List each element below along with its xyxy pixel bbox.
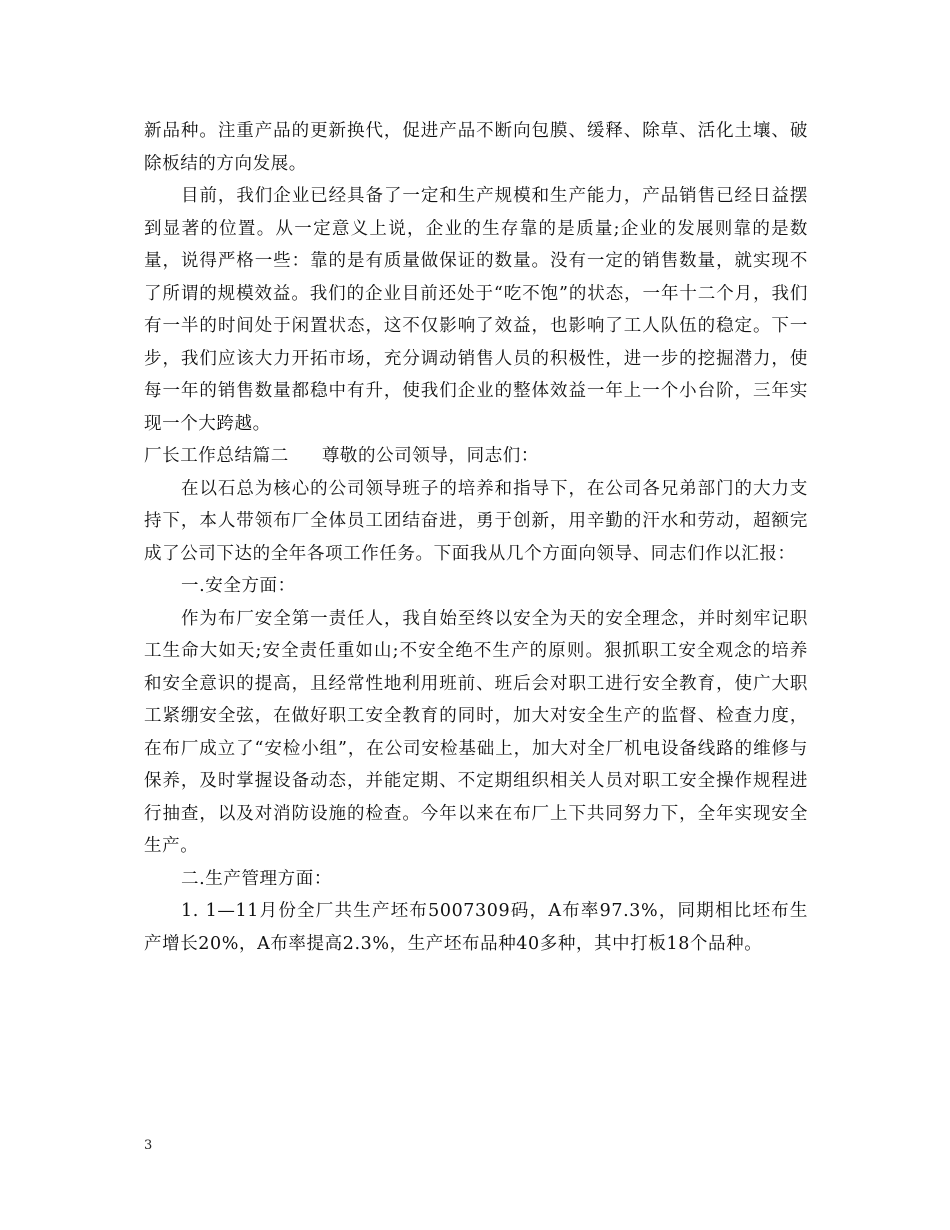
document-body (144, 115, 808, 960)
section-title: 厂长工作总结篇二 (144, 446, 289, 466)
page-number: 3 (144, 1138, 153, 1153)
paragraph-safety: 作为布厂安全第一责任人，我自始至终以安全为天的安全理念，并时刻牢记职工生命大如天;安全责任重如山;不安全绝不生产的原则。狠抓职工安全观念的培养和安全意识的提高，且经常性地利用班前、班后会对职工进行安全教育，使广大职工紧绷安全弦，在做好职工安全教育的同时，加大对安全生产的监督、检查力度，在布厂成立了“安检小组”，在公司安检基础上，加大对全厂机电设备线路的维修与保养，及时掌握设备动态，并能定期、不定期组织相关人员对职工安全操作规程进行抽查，以及对消防设施的检查。今年以来在布厂上下共同努力下，全年实现安全生产。 (144, 608, 808, 856)
salutation: 尊敬的公司领导，同志们： (321, 446, 540, 466)
section-heading-row (144, 440, 808, 473)
paragraph-production-capacity: 目前，我们企业已经具备了一定和生产规模和生产能力，产品销售已经日益摆到显著的位置。从一定意义上说，企业的生存靠的是质量;企业的发展则靠的是数量，说得严格一些：靠的是有质量做保证的数量。没有一定的销售数量，就实现不了所谓的规模效益。我们的企业目前还处于“吃不饱”的状态，一年十二个月，我们有一半的时间处于闲置状态，这不仅影响了效益，也影响了工人队伍的稳定。下一步，我们应该大力开拓市场，充分调动销售人员的积极性，进一步的挖掘潜力，使每一年的销售数量都稳中有升，使我们企业的整体效益一年上一个小台阶，三年实现一个大跨越。 (144, 186, 808, 434)
subheading-production-management: 二.生产管理方面： (181, 868, 332, 889)
paragraph-production-stats: 1. 1—11月份全厂共生产坯布5007309码，A布率97.3%，同期相比坯布生产增长20%，A布率提高2.3%，生产坯布品种40多种，其中打板18个品种。 (144, 901, 808, 954)
paragraph-continuation: 新品种。注重产品的更新换代，促进产品不断向包膜、缓释、除草、活化土壤、破除板结的方向发展。 (144, 121, 808, 174)
subheading-safety: 一.安全方面： (181, 576, 296, 596)
paragraph-introduction: 在以石总为核心的公司领导班子的培养和指导下，在公司各兄弟部门的大力支持下，本人带领布厂全体员工团结奋进，勇于创新，用辛勤的汗水和劳动，超额完成了公司下达的全年各项工作任务。下面我从几个方面向领导、同志们作以汇报： (144, 478, 808, 564)
